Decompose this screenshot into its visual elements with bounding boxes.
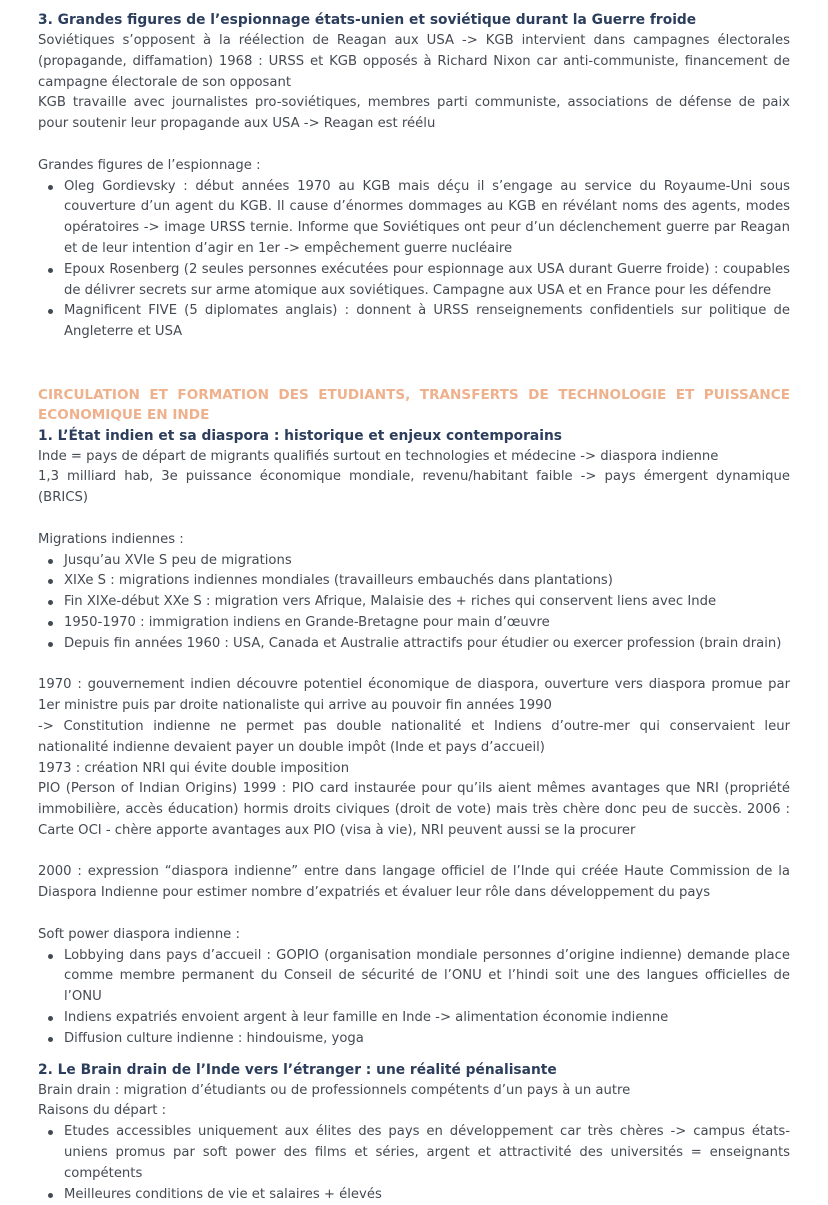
list-item bbox=[38, 946, 790, 1008]
list-item-text: Fin XIXe-début XXe S : migration vers Afrique, Malaisie des + riches qui conservent liens avec Inde bbox=[64, 594, 717, 610]
bullet-icon bbox=[48, 1130, 53, 1135]
list-item bbox=[38, 613, 790, 634]
list-intro: Raisons du départ : bbox=[38, 1103, 167, 1119]
paragraph: 1,3 milliard hab, 3e puissance économique mondiale, revenu/habitant faible -> pays émergent dynamique (BRICS) bbox=[38, 469, 790, 506]
bullet-icon bbox=[48, 309, 53, 314]
list-item-text: Etudes accessibles uniquement aux élites des pays en développement car très chères -> campus états-uniens promus par soft power des films et séries, argent et attractivité des universités = enseignants compétents bbox=[64, 1124, 790, 1181]
list-item bbox=[38, 571, 790, 592]
list-item bbox=[38, 551, 790, 572]
paragraph: Brain drain : migration d’étudiants ou de professionnels compétents d’un pays à un autre bbox=[38, 1082, 631, 1098]
spacer bbox=[38, 343, 790, 385]
spacer bbox=[38, 1050, 790, 1060]
list-item-text: Magnificent FIVE (5 diplomates anglais) : donnent à URSS renseignements confidentiels sur politique de Angleterre et USA bbox=[64, 303, 790, 340]
bullet-icon bbox=[48, 642, 53, 647]
bullet-icon bbox=[48, 268, 53, 273]
bullet-icon bbox=[48, 600, 53, 605]
bullet-icon bbox=[48, 954, 53, 959]
spacer bbox=[38, 655, 790, 676]
bullet-list-reasons bbox=[38, 1122, 790, 1205]
bullet-icon bbox=[48, 621, 53, 626]
bullet-icon bbox=[48, 1016, 53, 1021]
list-intro: Soft power diaspora indienne : bbox=[38, 926, 240, 942]
bullet-icon bbox=[48, 185, 53, 190]
list-intro: Grandes figures de l’espionnage : bbox=[38, 157, 261, 173]
list-item-text: Depuis fin années 1960 : USA, Canada et Australie attractifs pour étudier ou exercer profession (brain drain) bbox=[64, 635, 782, 651]
paragraph: 1970 : gouvernement indien découvre potentiel économique de diaspora, ouverture vers diaspora promue par 1er ministre puis par droite nationaliste qui arrive au pouvoir fin années 1990 bbox=[38, 677, 790, 714]
paragraph: PIO (Person of Indian Origins) 1999 : PIO card instaurée pour qu’ils aient mêmes avantages que NRI (propriété immobilière, accès éducation) hormis droits civiques (droit de vote) mais très chère donc peu de succès. 2006 : Carte OCI - chère apporte avantages aux PIO (visa à vie), NRI peuvent aussi se la procurer bbox=[38, 781, 790, 838]
paragraph: 2000 : expression “diaspora indienne” entre dans langage officiel de l’Inde qui créée Haute Commission de la Diaspora Indienne pour estimer nombre d’expatriés et évaluer leur rôle dans développement du pays bbox=[38, 864, 790, 901]
list-item-text: 1950-1970 : immigration indiens en Grande-Bretagne pour main d’œuvre bbox=[64, 614, 550, 630]
list-item bbox=[38, 260, 790, 302]
paragraph: -> Constitution indienne ne permet pas double nationalité et Indiens d’outre-mer qui conservaient leur nationalité indienne devaient payer un double impôt (Inde et pays d’accueil) bbox=[38, 718, 790, 755]
bullet-icon bbox=[48, 1037, 53, 1042]
list-item bbox=[38, 177, 790, 260]
bullet-list-migrations bbox=[38, 551, 790, 655]
list-item-text: Indiens expatriés envoient argent à leur famille en Inde -> alimentation économie indienne bbox=[64, 1010, 669, 1026]
bullet-list-soft-power bbox=[38, 946, 790, 1050]
document-page bbox=[38, 10, 790, 1205]
bullet-icon bbox=[48, 579, 53, 584]
section-title-brain-drain: 2. Le Brain drain de l’Inde vers l’étranger : une réalité pénalisante bbox=[38, 1061, 557, 1078]
list-item-text: Jusqu’au XVIe S peu de migrations bbox=[64, 552, 292, 568]
list-item bbox=[38, 1122, 790, 1184]
list-item-text: Oleg Gordievsky : début années 1970 au KGB mais déçu il s’engage au service du Royaume-Uni sous couverture d’un agent du KGB. Il cause d’énormes dommages au KGB en révélant noms des agents, modes opératoires -> image URSS ternie. Informe que Soviétiques ont peur d’un déclenchement guerre par Reagan et de leur intention d’agir en 1er -> empêchement guerre nucléaire bbox=[64, 178, 790, 256]
list-item-text: Diffusion culture indienne : hindouisme, yoga bbox=[64, 1030, 364, 1046]
list-item bbox=[38, 592, 790, 613]
spacer bbox=[38, 135, 790, 156]
bullet-icon bbox=[48, 559, 53, 564]
chapter-title: CIRCULATION ET FORMATION DES ETUDIANTS, TRANSFERTS DE TECHNOLOGIE ET PUISSANCE ECONOMIQUE EN INDE bbox=[38, 386, 790, 424]
paragraph: Inde = pays de départ de migrants qualifiés surtout en technologies et médecine -> diaspora indienne bbox=[38, 448, 719, 464]
list-item bbox=[38, 301, 790, 343]
list-item bbox=[38, 1185, 790, 1205]
paragraph: KGB travaille avec journalistes pro-soviétiques, membres parti communiste, associations de défense de paix pour soutenir leur propagande aux USA -> Reagan est réélu bbox=[38, 95, 790, 132]
list-item-text: Meilleures conditions de vie et salaires + élevés bbox=[64, 1186, 382, 1202]
list-item bbox=[38, 1008, 790, 1029]
section-title-espionnage: 3. Grandes figures de l’espionnage états-unien et soviétique durant la Guerre froide bbox=[38, 12, 697, 28]
paragraph: Soviétiques s’opposent à la réélection de Reagan aux USA -> KGB intervient dans campagnes électorales (propagande, diffamation) 1968 : URSS et KGB opposés à Richard Nixon car anti-communiste, financement de campagne électorale de son opposant bbox=[38, 33, 790, 90]
list-item bbox=[38, 1029, 790, 1050]
list-item-text: Epoux Rosenberg (2 seules personnes exécutées pour espionnage aux USA durant Guerre froide) : coupables de délivrer secrets sur arme atomique aux soviétiques. Campagne aux USA et en France pour les défendre bbox=[64, 261, 790, 298]
bullet-icon bbox=[48, 1193, 53, 1198]
paragraph: 1973 : création NRI qui évite double imposition bbox=[38, 760, 350, 776]
list-item-text: XIXe S : migrations indiennes mondiales (travailleurs embauchés dans plantations) bbox=[64, 573, 613, 589]
list-intro: Migrations indiennes : bbox=[38, 531, 184, 547]
section-title-diaspora: 1. L’État indien et sa diaspora : historique et enjeux contemporains bbox=[38, 427, 562, 444]
spacer bbox=[38, 842, 790, 863]
bullet-list-figures bbox=[38, 177, 790, 343]
list-item bbox=[38, 634, 790, 655]
list-item-text: Lobbying dans pays d’accueil : GOPIO (organisation mondiale personnes d’origine indienne) demande place comme membre permanent du Conseil de sécurité de l’ONU et l’hindi soit une des langues officielles de l’ONU bbox=[64, 947, 790, 1005]
spacer bbox=[38, 904, 790, 925]
spacer bbox=[38, 509, 790, 530]
